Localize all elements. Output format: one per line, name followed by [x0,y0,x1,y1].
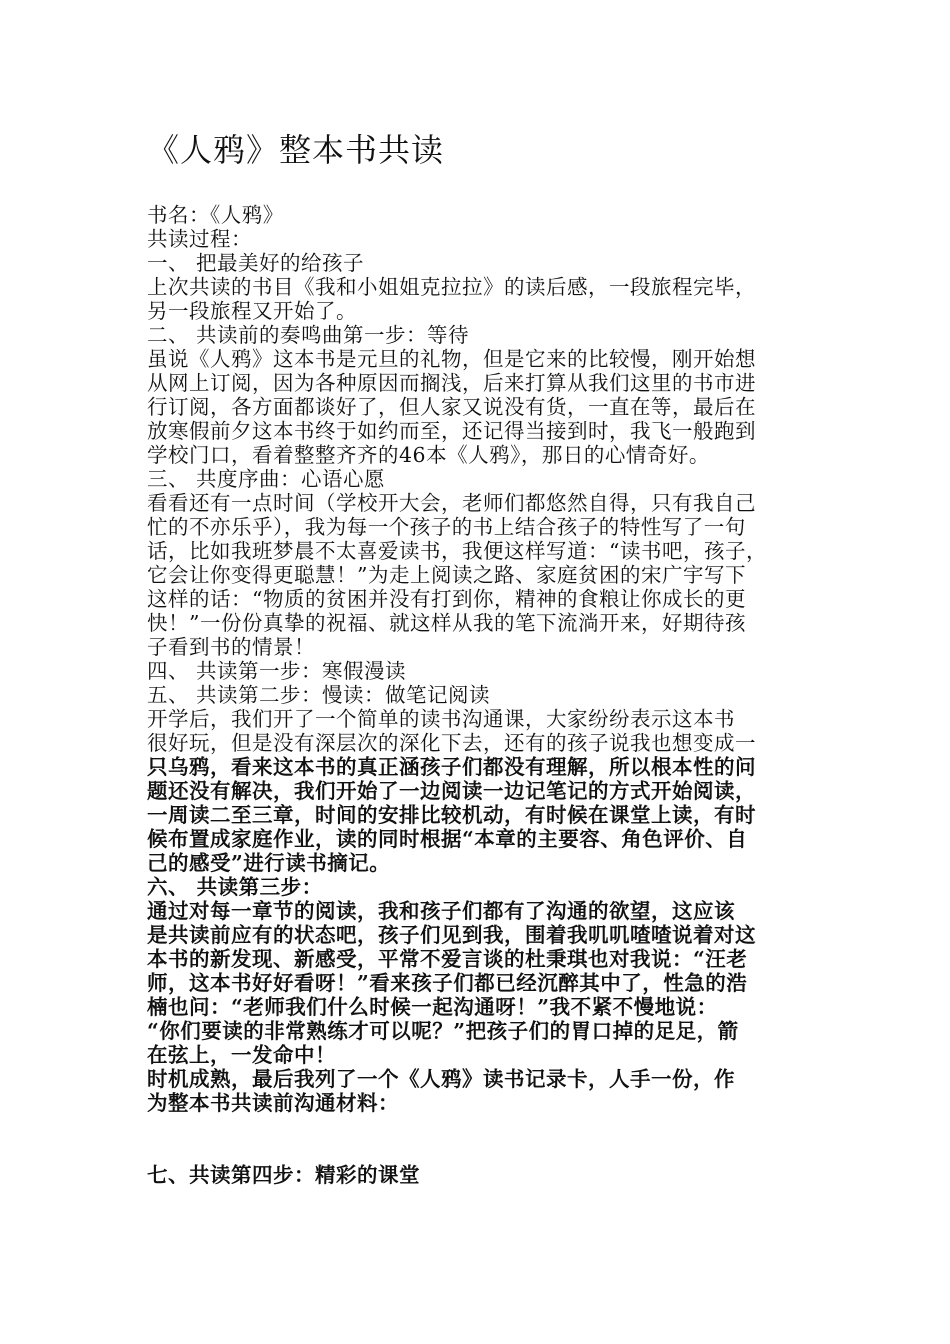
paragraph-line: 师，这本书好好看呀！”看来孩子们都已经沉醉其中了，性急的浩 [147,971,748,995]
paragraph-line: 这样的话：“物质的贫困并没有打到你，精神的食粮让你成长的更 [147,587,746,611]
paragraph-line: 学校门口，看着整整齐齐的46本《人鸦》，那日的心情奇好。 [147,443,710,467]
paragraph-line: 快！”一份份真挚的祝福、就这样从我的笔下流淌开来，好期待孩 [147,611,746,635]
paragraph-line: 看看还有一点时间（学校开大会，老师们都悠然自得，只有我自己 [147,491,756,515]
process-label: 共读过程： [147,227,252,251]
section-heading-2: 二、 共读前的奏鸣曲第一步：等待 [147,323,470,347]
paragraph-line: 很好玩，但是没有深层次的深化下去，还有的孩子说我也想变成一 [147,731,756,755]
paragraph-line: 子看到书的情景！ [147,635,315,659]
section-heading-4: 四、 共读第一步：寒假漫读 [147,659,407,683]
paragraph-line: 通过对每一章节的阅读，我和孩子们都有了沟通的欲望，这应该 [147,899,735,923]
book-name-line: 书名：《人鸦》 [147,203,284,227]
paragraph-line: 忙的不亦乐乎），我为每一个孩子的书上结合孩子的特性写了一句 [147,515,746,539]
paragraph-line: 虽说《人鸦》这本书是元旦的礼物，但是它来的比较慢，刚开始想 [147,347,756,371]
paragraph-line: “你们要读的非常熟练才可以呢？”把孩子们的胃口掉的足足，箭 [147,1019,739,1043]
paragraph-line: 上次共读的书目《我和小姐姐克拉拉》的读后感，一段旅程完毕， [147,275,756,299]
section-heading-3: 三、 共度序曲：心语心愿 [147,467,386,491]
paragraph-line: 从网上订阅，因为各种原因而搁浅，后来打算从我们这里的书市进 [147,371,756,395]
paragraph-line: 行订阅，各方面都谈好了，但人家又说没有货，一直在等，最后在 [147,395,756,419]
paragraph-line: 为整本书共读前沟通材料： [147,1091,399,1115]
paragraph-line: 楠也问：“老师我们什么时候一起沟通呀！”我不紧不慢地说： [147,995,718,1019]
paragraph-line: 时机成熟，最后我列了一个《人鸦》读书记录卡，人手一份，作 [147,1067,735,1091]
paragraph-line: 本书的新发现、新感受，平常不爱言谈的杜秉琪也对我说：“汪老 [147,947,748,971]
document-title: 《人鸦》整本书共读 [147,131,445,169]
paragraph-line: 在弦上，一发命中！ [147,1043,336,1067]
paragraph-line: 话，比如我班梦晨不太喜爱读书，我便这样写道：“读书吧，孩子， [147,539,767,563]
paragraph-line: 放寒假前夕这本书终于如约而至，还记得当接到时，我飞一般跑到 [147,419,756,443]
paragraph-line: 开学后，我们开了一个简单的读书沟通课，大家纷纷表示这本书 [147,707,735,731]
paragraph-line: 它会让你变得更聪慧！”为走上阅读之路、家庭贫困的宋广宇写下 [147,563,746,587]
section-heading-6: 六、 共读第三步： [147,875,323,899]
paragraph-line: 另一段旅程又开始了。 [147,299,357,323]
paragraph-line: 己的感受”进行读书摘记。 [147,851,391,875]
paragraph-line: 是共读前应有的状态吧，孩子们见到我，围着我叽叽喳喳说着对这 [147,923,756,947]
paragraph-line: 只乌鸦，看来这本书的真正涵孩子们都没有理解，所以根本性的问 [147,755,756,779]
section-heading-7: 七、共读第四步：精彩的课堂 [147,1163,420,1187]
paragraph-line: 一周读二至三章，时间的安排比较机动，有时候在课堂上读，有时 [147,803,756,827]
section-heading-5: 五、 共读第二步：慢读：做笔记阅读 [147,683,491,707]
paragraph-line: 候布置成家庭作业，读的同时根据“本章的主要容、角色评价、自 [147,827,748,851]
section-heading-1: 一、 把最美好的给孩子 [147,251,365,275]
paragraph-line: 题还没有解决，我们开始了一边阅读一边记笔记的方式开始阅读， [147,779,756,803]
